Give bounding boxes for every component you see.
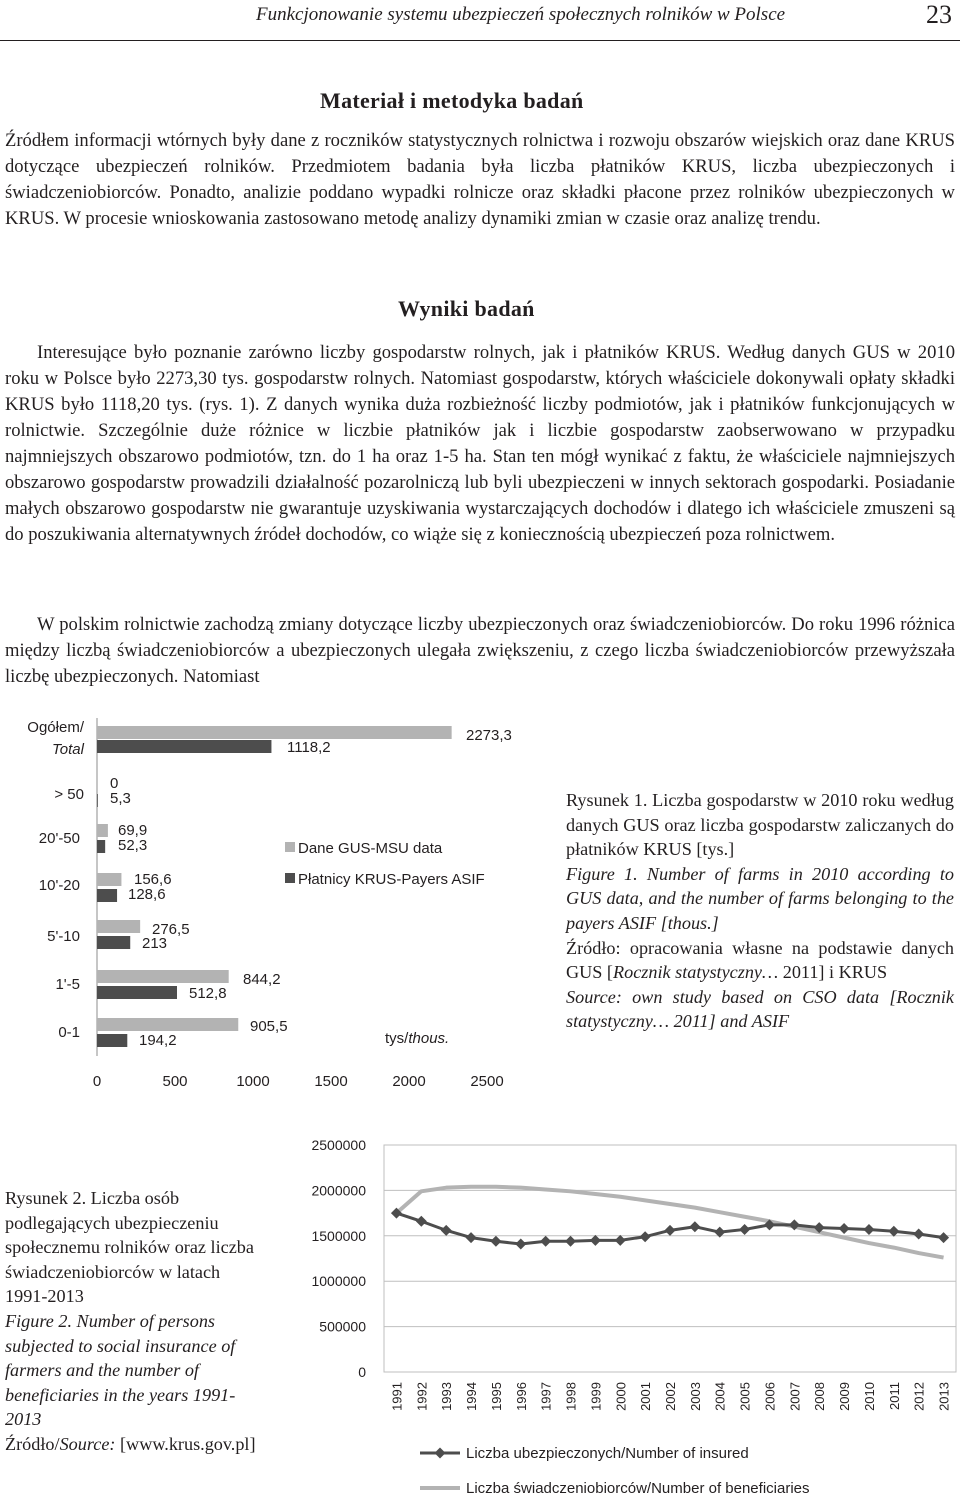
line-x-tick-label: 1998 bbox=[563, 1382, 579, 1411]
line-x-tick-label: 1991 bbox=[389, 1382, 405, 1411]
bar-data-label: 213 bbox=[142, 935, 168, 952]
bar-data-label: 5,3 bbox=[110, 790, 131, 807]
line-y-tick-label: 0 bbox=[358, 1364, 366, 1380]
figure2-caption bbox=[5, 1186, 267, 1457]
line-chart-grid bbox=[384, 1145, 956, 1372]
line-y-tick-label: 1000000 bbox=[311, 1273, 366, 1290]
bar-chart-legend bbox=[285, 840, 485, 888]
line-x-tick-label: 1994 bbox=[464, 1382, 480, 1411]
legend-label: Liczba ubezpieczonych/Number of insured bbox=[466, 1445, 749, 1462]
insured-point bbox=[441, 1225, 452, 1236]
running-title: Funkcjonowanie systemu ubezpieczeń społecznych rolników w Polsce bbox=[256, 4, 786, 25]
bar-x-tick-label: 2000 bbox=[392, 1073, 426, 1090]
bar-mark bbox=[97, 726, 452, 739]
line-x-tick-label: 1999 bbox=[588, 1382, 604, 1411]
line-chart-series bbox=[391, 1187, 949, 1258]
line-x-tick-label: 2009 bbox=[837, 1382, 853, 1411]
insured-point bbox=[640, 1231, 651, 1242]
bar-data-label: 512,8 bbox=[189, 985, 227, 1002]
bar-data-label: 276,5 bbox=[152, 921, 190, 938]
bar-mark bbox=[97, 1018, 238, 1031]
bar-category-label: 5'-10 bbox=[47, 928, 80, 945]
bar-data-label: 905,5 bbox=[250, 1018, 288, 1035]
bar-mark bbox=[97, 740, 271, 753]
insured-point bbox=[540, 1236, 551, 1247]
bar-data-label: 0 bbox=[110, 775, 119, 792]
line-x-tick-label: 1993 bbox=[439, 1382, 455, 1411]
bar-x-tick-label: 1500 bbox=[314, 1073, 348, 1090]
bar-mark bbox=[97, 970, 229, 983]
line-x-tick-label: 2012 bbox=[911, 1382, 927, 1411]
results-paragraph-2: W polskim rolnictwie zachodzą zmiany dotyczące liczby ubezpieczonych oraz świadczeniobiorców. Do roku 1996 różnica między liczbą świadczeniobiorców a ubezpieczonych ulegała zwiększeniu, z czego liczba świadczeniobiorców przewyższała liczbę ubezpieczonych. Natomiast bbox=[5, 614, 955, 687]
bar-x-tick-label: 1000 bbox=[236, 1073, 270, 1090]
legend-label: Liczba świadczeniobiorców/Number of beneficiaries bbox=[466, 1480, 810, 1495]
line-x-tick-label: 2005 bbox=[737, 1382, 753, 1411]
line-x-tick-label: 2003 bbox=[687, 1382, 703, 1411]
line-x-tick-label: 1997 bbox=[538, 1382, 554, 1411]
legend-swatch bbox=[285, 842, 295, 852]
line-chart-y-ticks bbox=[311, 1137, 366, 1380]
bar-mark bbox=[97, 920, 140, 933]
bar-mark bbox=[97, 794, 98, 807]
line-y-tick-label: 2000000 bbox=[311, 1182, 366, 1199]
line-x-tick-label: 2002 bbox=[663, 1382, 678, 1411]
insured-point bbox=[416, 1216, 427, 1227]
bar-mark bbox=[97, 840, 105, 853]
figure2-line-chart bbox=[270, 1120, 960, 1495]
line-x-tick-label: 1996 bbox=[513, 1382, 529, 1411]
beneficiaries-series-line bbox=[396, 1187, 943, 1258]
legend-label: Płatnicy KRUS-Payers ASIF bbox=[298, 871, 485, 888]
results-heading: Wyniki badań bbox=[398, 296, 535, 321]
line-y-tick-label: 1500000 bbox=[311, 1227, 366, 1244]
figure2-caption-en: Figure 2. Number of persons subjected to social insurance of farmers and the number of beneficiaries in the years 1991-2013 bbox=[5, 1310, 236, 1430]
insured-point bbox=[739, 1224, 750, 1235]
figure1-bar-chart bbox=[0, 700, 560, 1100]
insured-point bbox=[938, 1232, 949, 1243]
insured-point bbox=[839, 1223, 850, 1234]
bar-category-label: Ogółem/ bbox=[27, 719, 84, 736]
bar-x-tick-label: 0 bbox=[92, 1073, 102, 1090]
bar-x-tick-label: 500 bbox=[162, 1073, 188, 1090]
figure1-caption bbox=[566, 788, 954, 1034]
line-x-tick-label: 2006 bbox=[762, 1382, 778, 1411]
insured-point bbox=[863, 1224, 874, 1235]
line-x-tick-label: 2011 bbox=[886, 1382, 902, 1410]
insured-point bbox=[888, 1226, 899, 1237]
bar-category-label-italic: Total bbox=[52, 741, 84, 758]
line-x-tick-label: 1995 bbox=[488, 1382, 504, 1411]
insured-point bbox=[466, 1232, 477, 1243]
figure1-source-en: Source: own study based on CSO data [Rocznik statystyczny… 2011] and ASIF bbox=[566, 986, 954, 1032]
figure1-source-pl: Źródło: opracowania własne na podstawie danych GUS [Rocznik statystyczny… 2011] i KRUS bbox=[566, 937, 954, 983]
line-y-tick-label: 2500000 bbox=[311, 1137, 366, 1153]
line-chart-x-ticks bbox=[389, 1382, 951, 1411]
bar-data-label: 844,2 bbox=[243, 971, 281, 988]
bar-category-label: > 50 bbox=[54, 786, 84, 803]
bar-chart-categories bbox=[27, 719, 85, 1041]
line-x-tick-label: 2008 bbox=[812, 1382, 828, 1411]
bar-mark bbox=[97, 936, 130, 949]
methods-heading: Materiał i metodyka badań bbox=[320, 88, 584, 113]
bar-mark bbox=[97, 1034, 127, 1047]
bar-data-label: 156,6 bbox=[134, 871, 172, 888]
bar-data-label: 1118,2 bbox=[287, 739, 331, 756]
line-x-tick-label: 2013 bbox=[936, 1382, 952, 1411]
insured-point bbox=[515, 1238, 526, 1249]
bar-category-label: 20'-50 bbox=[38, 830, 80, 847]
bar-mark bbox=[97, 824, 108, 837]
legend-label: Dane GUS-MSU data bbox=[298, 840, 443, 857]
line-chart-legend bbox=[420, 1445, 810, 1495]
bar-x-tick-label: 2500 bbox=[470, 1073, 504, 1090]
line-x-tick-label: 2004 bbox=[712, 1382, 728, 1411]
bar-data-label: 194,2 bbox=[139, 1032, 177, 1049]
figure2-source: Źródło/Source: [www.krus.gov.pl] bbox=[5, 1433, 256, 1454]
line-x-tick-label: 2007 bbox=[787, 1382, 803, 1411]
line-x-tick-label: 2000 bbox=[613, 1382, 629, 1411]
insured-point bbox=[615, 1235, 626, 1246]
insured-point bbox=[590, 1235, 601, 1246]
legend-swatch bbox=[285, 873, 295, 883]
bar-chart-unit: tys/thous. bbox=[385, 1030, 450, 1047]
running-header bbox=[0, 0, 960, 41]
bar-chart-x-ticks bbox=[93, 1073, 504, 1090]
insured-point bbox=[490, 1236, 501, 1247]
methods-paragraph: Źródłem informacji wtórnych były dane z roczników statystycznych rolnictwa i rozwoju obszarów wiejskich oraz dane KRUS dotyczące ubezpieczeń rolników. Przedmiotem badania była liczba płatników KRUS, liczba ubezpieczonych i świadczeniobiorców. Ponadto, analizie poddano wypadki rolnicze oraz składki płacone przez rolników ubezpieczonych w KRUS. W procesie wnioskowania zastosowano metodę analizy dynamiki zmian w czasie oraz analizę trendu. bbox=[5, 130, 955, 229]
bar-mark bbox=[97, 889, 117, 902]
bar-category-label: 0-1 bbox=[58, 1024, 80, 1041]
figure1-caption-pl: Rysunek 1. Liczba gospodarstw w 2010 roku według danych GUS oraz liczba gospodarstw zaliczanych do płatników KRUS [tys.] bbox=[566, 790, 954, 860]
figure1-caption-en: Figure 1. Number of farms in 2010 according to GUS data, and the number of farms belonging to the payers ASIF [thous.] bbox=[566, 863, 954, 933]
legend-marker bbox=[435, 1448, 446, 1459]
insured-point bbox=[665, 1225, 676, 1236]
line-x-tick-label: 1992 bbox=[414, 1382, 430, 1411]
bar-category-label: 10'-20 bbox=[38, 877, 80, 894]
insured-point bbox=[913, 1228, 924, 1239]
bar-mark bbox=[97, 986, 177, 999]
insured-point bbox=[565, 1236, 576, 1247]
bar-data-label: 128,6 bbox=[128, 886, 166, 903]
bar-category-label: 1'-5 bbox=[55, 976, 80, 993]
figure2-caption-pl: Rysunek 2. Liczba osób podlegających ubezpieczeniu społecznemu rolników oraz liczba świadczeniobiorców w latach 1991-2013 bbox=[5, 1188, 254, 1307]
line-x-tick-label: 2010 bbox=[861, 1382, 877, 1411]
line-plot-frame bbox=[384, 1145, 956, 1372]
page-number: 23 bbox=[926, 0, 952, 29]
line-y-tick-label: 500000 bbox=[319, 1318, 366, 1335]
results-paragraph-1: Interesujące było poznanie zarówno liczby gospodarstw rolnych, jak i płatników KRUS. Według danych GUS w 2010 roku w Polsce było 2273,30 tys. gospodarstw rolnych. Natomiast gospodarstw, których właściciele dokonywali opłaty składki KRUS było 1118,20 tys. (rys. 1). Z danych wynika duża rozbieżność liczby podmiotów, jak i płatników funkcjonujących w rolnictwie. Szczególnie duże różnice w liczbie płatników jak i liczbie gospodarstw zaobserwowano w przypadku najmniejszych obszarowo podmiotów, tzn. do 1 ha oraz 1-5 ha. Stan ten mógł wynikać z faktu, że właściciele najmniejszych obszarowo gospodarstw prowadzili działalność pozarolniczą lub byli ubezpieczeni w innych sektorach gospodarki. Posiadanie małych obszarowo gospodarstw nie gwarantuje uzyskiwania wystarczających dochodów i dlatego ich właściciele zmuszeni są do poszukiwania alternatywnych źródeł dochodów, co wiąże się z koniecznością ubezpieczeń poza rolnictwem. bbox=[5, 342, 955, 545]
insured-point bbox=[689, 1221, 700, 1232]
line-x-tick-label: 2001 bbox=[638, 1382, 654, 1411]
bar-data-label: 52,3 bbox=[118, 837, 148, 854]
bar-mark bbox=[97, 873, 121, 886]
bar-data-label: 69,9 bbox=[118, 822, 148, 839]
bar-data-label: 2273,3 bbox=[466, 727, 512, 744]
